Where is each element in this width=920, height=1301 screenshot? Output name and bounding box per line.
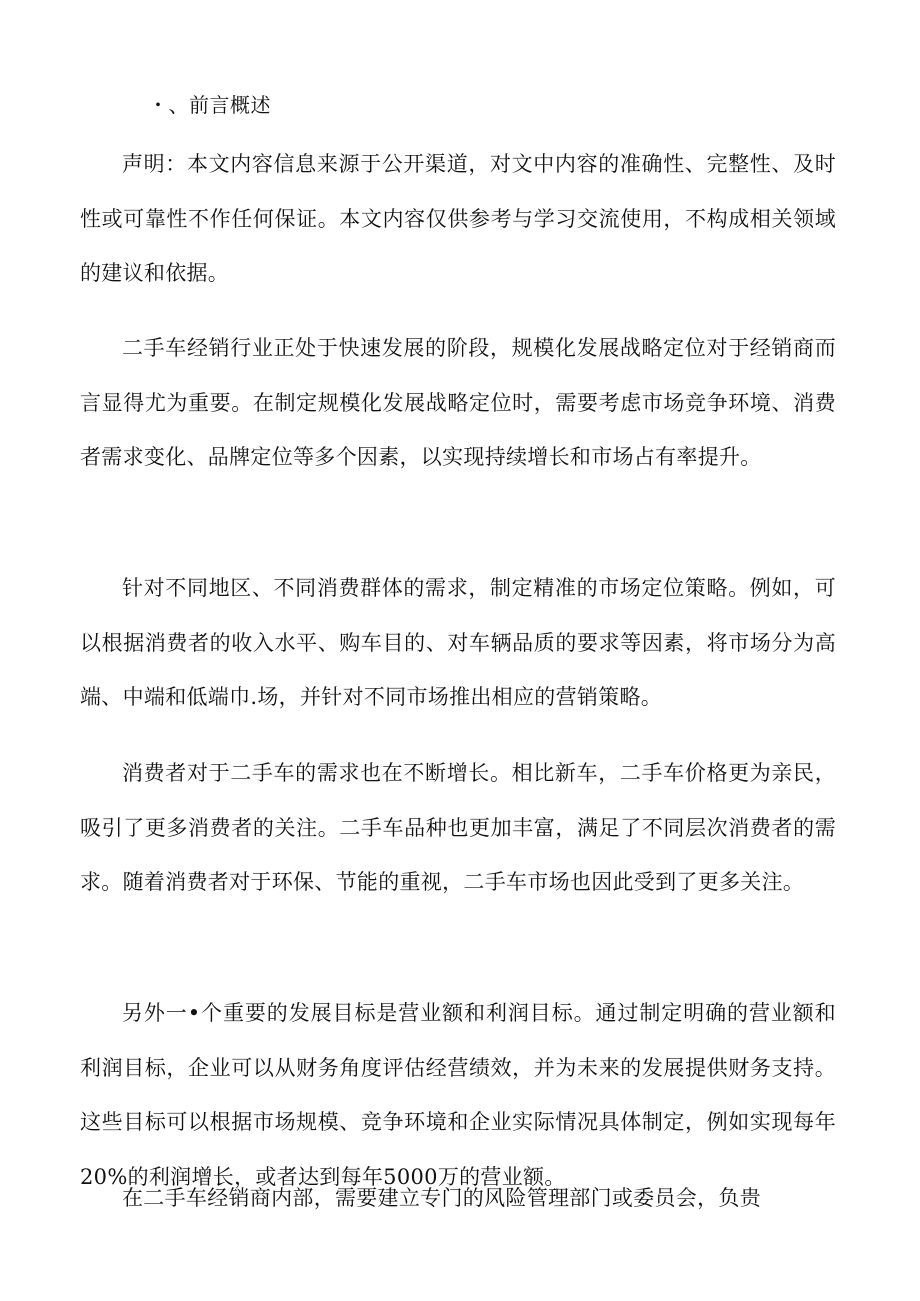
section-heading: ・、前言概述 bbox=[148, 93, 271, 117]
body-paragraph: 另外一•个重要的发展目标是营业额和利润目标。通过制定明确的营业额和利润目标，企业可以从财务角度评估经营绩效，并为未来的发展提供财务支持。这些目标可以根据市场规模、竞争环境和企业实际情况具体制定，例如实现每年20%的利润增长，或者达到每年5000万的营业额。 bbox=[80, 1001, 836, 1189]
body-paragraph: 消费者对于二手车的需求也在不断增长。相比新车，二手车价格更为亲民，吸引了更多消费者的关注。二手车品种也更加丰富，满足了不同层次消费者的需求。随着消费者对于环保、节能的重视，二手车市场也因此受到了更多关注。 bbox=[80, 761, 836, 894]
body-paragraph: 二手车经销行业正处于快速发展的阶段，规模化发展战略定位对于经销商而言显得尤为重要。在制定规模化发展战略定位时，需要考虑市场竞争环境、消费者需求变化、品牌定位等多个因素，以实现持续增长和市场占有率提升。 bbox=[80, 336, 836, 469]
body-paragraph: 在二手车经销商内部，需要建立专门的风险管理部门或委员会，负贵 bbox=[122, 1186, 761, 1210]
body-paragraph: 针对不同地区、不同消费群体的需求，制定精准的市场定位策略。例如，可以根据消费者的收入水平、购车目的、对车辆品质的要求等因素，将市场分为高端、中端和低端巾.场，并针对不同市场推出相应的营销策略。 bbox=[80, 576, 836, 709]
disclaimer-paragraph: 声明：本文内容信息来源于公开渠道，对文中内容的准确性、完整性、及时性或可靠性不作任何保证。本文内容仅供参考与学习交流使用，不构成相关领域的建议和依据。 bbox=[80, 152, 836, 285]
